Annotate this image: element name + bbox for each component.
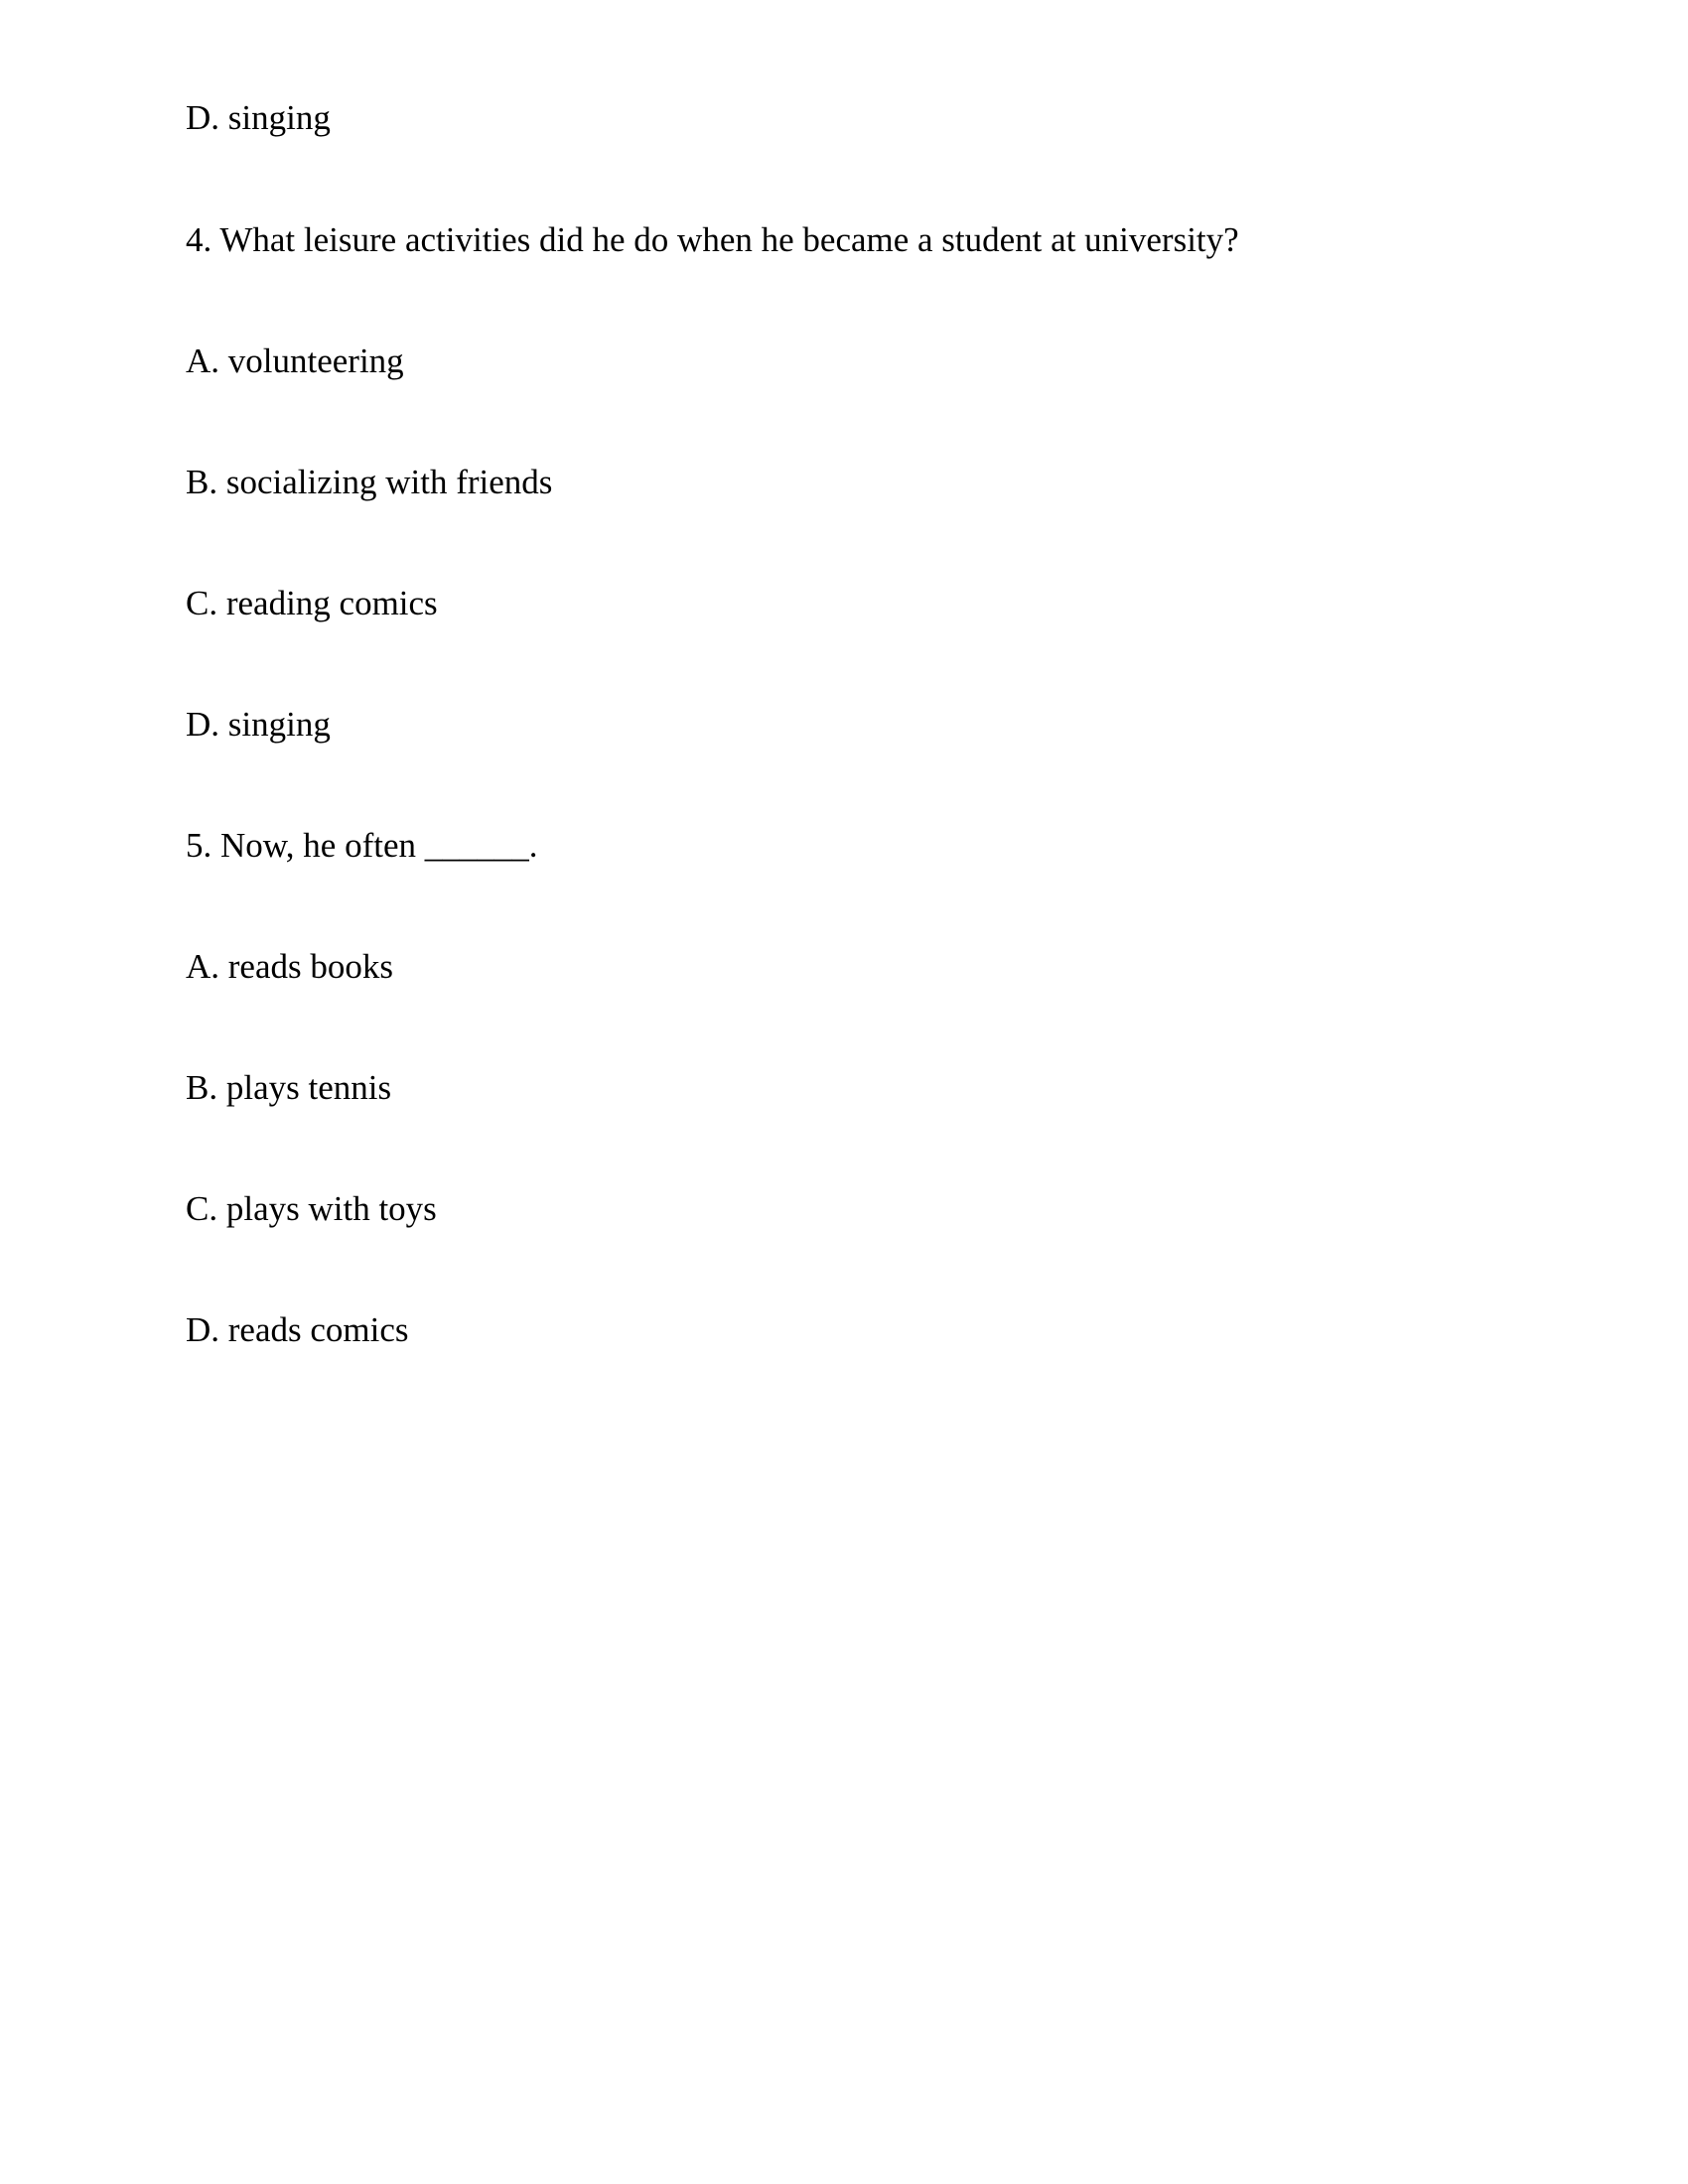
question5-option-b: B. plays tennis	[186, 1068, 392, 1107]
question4-option-b: B. socializing with friends	[186, 463, 553, 501]
question5-option-d: D. reads comics	[186, 1310, 409, 1349]
question4-option-d: D. singing	[186, 705, 331, 744]
question5-option-c: C. plays with toys	[186, 1189, 437, 1228]
question5-option-a: A. reads books	[186, 947, 393, 986]
question4-text: 4. What leisure activities did he do when he became a student at university?	[186, 220, 1239, 259]
question5-text: 5. Now, he often ______.	[186, 826, 538, 865]
question4-option-a: A. volunteering	[186, 341, 404, 380]
question3-option-d: D. singing	[186, 98, 331, 137]
question4-option-c: C. reading comics	[186, 584, 438, 622]
